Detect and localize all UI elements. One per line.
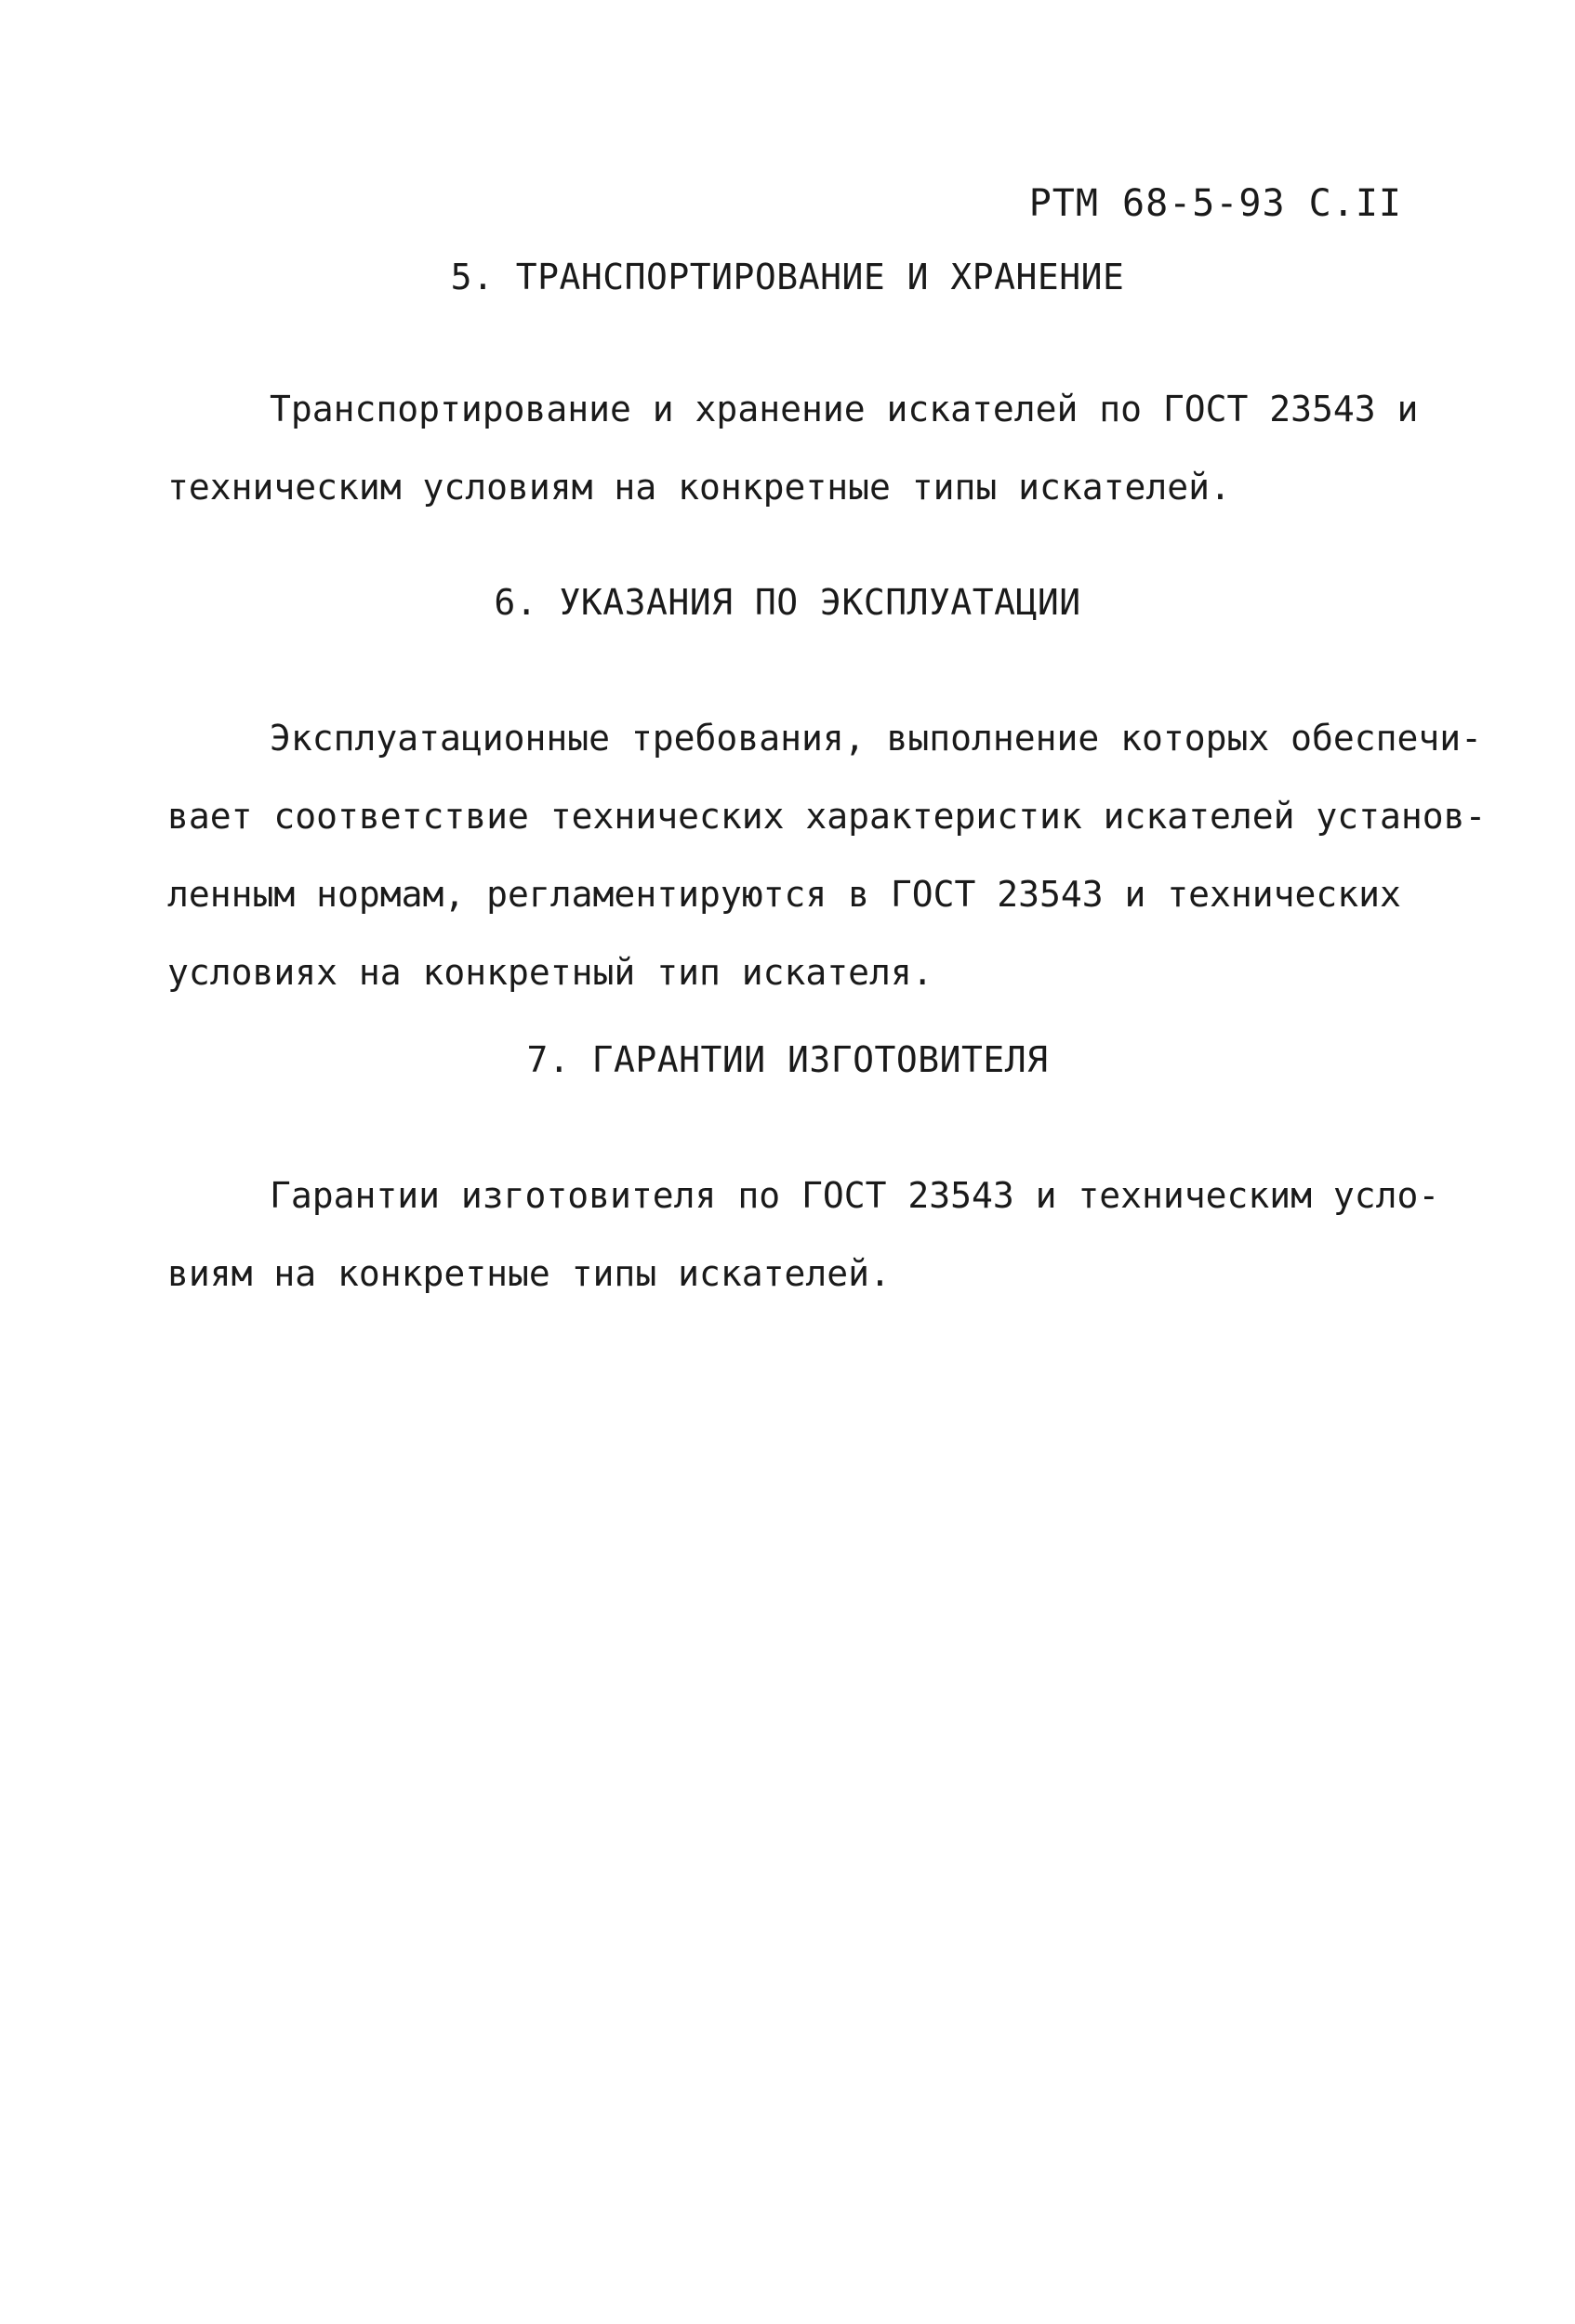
paragraph-line: техническим условиям на конкретные типы искателей.	[167, 467, 1231, 508]
paragraph-line: Эксплуатационные требования, выполнение которых обеспечи-	[270, 718, 1483, 759]
section-7-heading: 7. ГАРАНТИИ ИЗГОТОВИТЕЛЯ	[526, 1039, 1049, 1080]
section-7-paragraph	[167, 1156, 1440, 1313]
section-5-paragraph	[167, 370, 1419, 526]
section-6-paragraph	[167, 699, 1487, 1011]
paragraph-line: вает соответствие технических характеристик искателей установ-	[167, 796, 1487, 837]
paragraph-line: условиях на конкретный тип искателя.	[167, 952, 933, 993]
section-6-heading: 6. УКАЗАНИЯ ПО ЭКСПЛУАТАЦИИ	[494, 582, 1081, 623]
paragraph-line: Гарантии изготовителя по ГОСТ 23543 и техническим усло-	[270, 1175, 1440, 1216]
page-header-doc-ref: РТМ 68-5-93 С.II	[1028, 182, 1402, 225]
paragraph-line: ленным нормам, регламентируются в ГОСТ 23543 и технических	[167, 874, 1401, 915]
paragraph-line: Транспортирование и хранение искателей по ГОСТ 23543 и	[270, 389, 1419, 429]
paragraph-line: виям на конкретные типы искателей.	[167, 1253, 891, 1294]
section-5-heading: 5. ТРАНСПОРТИРОВАНИЕ И ХРАНЕНИЕ	[450, 257, 1125, 297]
